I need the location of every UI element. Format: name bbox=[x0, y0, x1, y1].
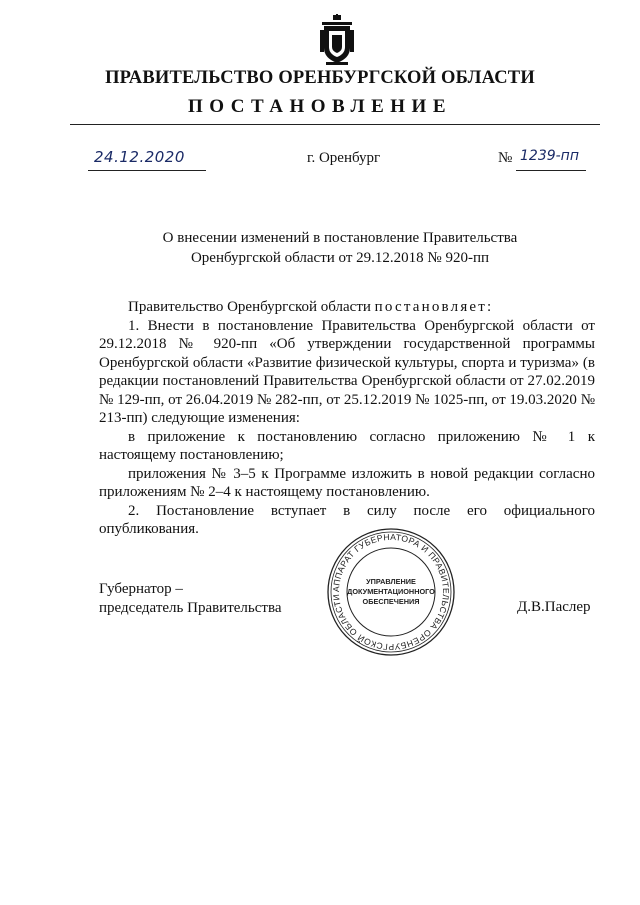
item-1a-paragraph: в приложение к постановлению согласно приложению № 1 к настоящему постановлению; bbox=[99, 428, 595, 463]
seal-ring-text: АППАРАТ ГУБЕРНАТОРА И ПРАВИТЕЛЬСТВА ОРЕНБУРГСКОЙ ОБЛАСТИ bbox=[330, 531, 452, 653]
coat-of-arms-emblem bbox=[319, 14, 355, 66]
subject-line-2: Оренбургской области от 29.12.2018 № 920-пп bbox=[190, 250, 490, 266]
intro-paragraph bbox=[99, 298, 595, 317]
number-sign: № bbox=[498, 150, 513, 166]
seal-center-line-3: ОБЕСПЕЧЕНИЯ bbox=[362, 597, 420, 606]
item-2-paragraph: 2. Постановление вступает в силу после его официального опубликования. bbox=[99, 502, 595, 537]
header-divider bbox=[70, 124, 600, 125]
signer-position bbox=[99, 580, 282, 618]
official-seal-stamp bbox=[326, 527, 456, 657]
item-1b-paragraph: приложения № 3–5 к Программе изложить в новой редакции согласно приложениям № 2–4 к настоящему постановлению. bbox=[99, 465, 595, 500]
document-date: 24.12.2020 bbox=[94, 148, 185, 166]
subject-line-1: О внесении изменений в постановление Правительства bbox=[162, 230, 518, 246]
document-body bbox=[99, 298, 595, 539]
document-city: г. Оренбург bbox=[307, 150, 381, 166]
signer-name: Д.В.Паслер bbox=[517, 599, 591, 615]
item-1-paragraph: 1. Внести в постановление Правительства Оренбургской области от 29.12.2018 № 920-пп «Об утверждении государственной программы Оренбургской области «Развитие физической культуры, спорта и туризма» (в редакции постановлений Правительства Оренбургской области от 27.02.2019 № 129-пп, от 26.04.2019 № 282-пп, от 25.12.2019 № 1025-пп, от 19.03.2020 № 213-пп) следующие изменения: bbox=[99, 317, 595, 426]
seal-center-line-1: УПРАВЛЕНИЕ bbox=[366, 577, 416, 586]
document-subject bbox=[130, 228, 550, 268]
organization-title: ПРАВИТЕЛЬСТВО ОРЕНБУРГСКОЙ ОБЛАСТИ bbox=[105, 68, 535, 88]
document-number: 1239-пп bbox=[520, 148, 579, 164]
document-type-title: ПОСТАНОВЛЕНИЕ bbox=[187, 96, 453, 117]
intro-prefix: Правительство Оренбургской области bbox=[128, 299, 371, 315]
intro-decree-word: постановляет: bbox=[374, 299, 494, 315]
signer-position-line-1: Губернатор – bbox=[99, 581, 183, 597]
seal-center-line-2: ДОКУМЕНТАЦИОННОГО bbox=[347, 587, 435, 596]
signer-position-line-2: председатель Правительства bbox=[99, 600, 282, 616]
